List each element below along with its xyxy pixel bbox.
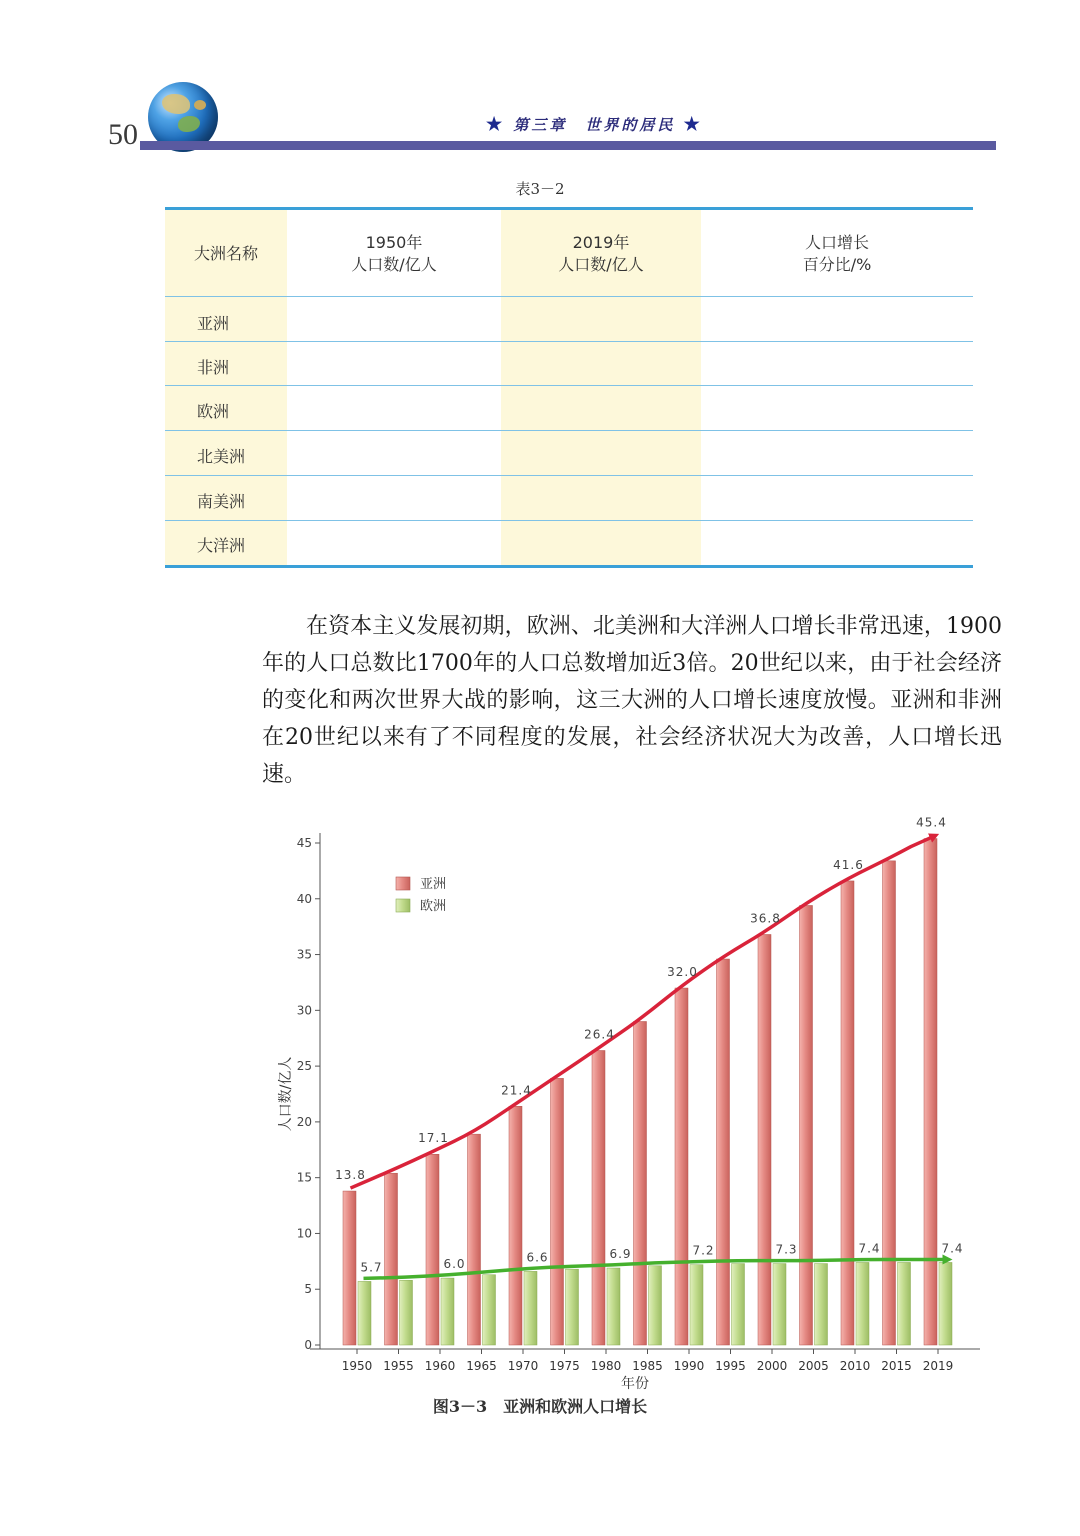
bar-asia (717, 959, 730, 1345)
row-north-america: 北美洲 (197, 447, 246, 466)
bar-asia (343, 1191, 356, 1345)
bar-asia (758, 934, 771, 1345)
table-title: 表3－2 (515, 180, 565, 198)
data-label-europe: 5.7 (360, 1260, 383, 1275)
x-tick-label: 2010 (839, 1359, 871, 1373)
x-tick-label: 2005 (798, 1359, 829, 1373)
bar-asia (675, 988, 688, 1345)
row-divider (165, 475, 973, 476)
chart-bars (343, 839, 952, 1345)
y-tick-label: 45 (296, 836, 312, 850)
population-table (165, 207, 973, 569)
y-tick-label: 25 (296, 1059, 312, 1074)
body-paragraph: 在资本主义发展初期，欧洲、北美洲和大洋洲人口增长非常迅速，1900年的人口总数比1700年的人口总数增加近3倍。20世纪以来，由于社会经济的变化和两次世界大战的影响，这三大洲的人口增长速度放慢。亚洲和非洲在20世纪以来有了不同程度的发展，社会经济状况大为改善，人口增长迅速。 (262, 614, 1002, 787)
figure-caption: 图3－3 亚洲和欧洲人口增长 (432, 1397, 648, 1416)
x-tick-label: 1970 (507, 1359, 539, 1373)
data-label-europe: 7.4 (858, 1241, 881, 1256)
data-label-europe: 6.0 (443, 1257, 466, 1272)
data-label-asia: 21.4 (501, 1083, 532, 1098)
y-tick-label: 10 (296, 1226, 312, 1241)
x-tick-label: 2015 (881, 1359, 912, 1373)
x-tick-label: 1950 (341, 1359, 373, 1373)
population-bar-chart (260, 800, 1000, 1430)
bar-asia (634, 1021, 647, 1345)
bar-asia (385, 1173, 398, 1345)
header-growth: 人口增长 百分比/% (802, 232, 872, 274)
x-tick-label: 1975 (549, 1359, 580, 1373)
bar-europe (898, 1262, 911, 1345)
row-divider (165, 341, 973, 342)
x-axis-label: 年份 (621, 1376, 649, 1392)
bar-europe (773, 1264, 786, 1345)
bar-asia (426, 1154, 439, 1345)
bar-asia (509, 1106, 522, 1345)
data-label-europe: 7.3 (775, 1242, 798, 1257)
chapter-title: 第三章 世界的居民 (513, 116, 676, 134)
header-continent: 大洲名称 (193, 243, 258, 263)
data-label-europe: 7.4 (941, 1241, 964, 1256)
x-tick-label: 1995 (715, 1359, 746, 1373)
row-divider (165, 296, 973, 297)
y-tick-label: 30 (296, 1003, 312, 1018)
header-1950: 1950年 人口数/亿人 (351, 232, 437, 274)
bar-asia (924, 839, 937, 1345)
data-label-asia: 26.4 (584, 1027, 615, 1042)
chart-axes (277, 833, 980, 1392)
data-label-asia: 41.6 (833, 857, 864, 872)
legend-label-europe: 欧洲 (420, 899, 447, 914)
y-tick-label: 20 (296, 1114, 312, 1129)
y-axis-label: 人口数/亿人 (278, 1056, 294, 1132)
x-tick-label: 1965 (466, 1359, 497, 1373)
bar-asia (592, 1050, 605, 1345)
bar-europe (815, 1264, 828, 1345)
y-tick-label: 35 (296, 947, 312, 962)
x-tick-label: 2000 (756, 1359, 788, 1373)
x-tick-label: 1955 (383, 1359, 414, 1373)
y-tick-label: 40 (296, 891, 312, 906)
y-tick-label: 5 (304, 1282, 312, 1297)
row-oceania: 大洋洲 (197, 536, 246, 555)
y-tick-label: 15 (296, 1170, 312, 1185)
bar-europe (358, 1281, 371, 1345)
data-label-asia: 45.4 (916, 815, 947, 830)
bar-europe (732, 1264, 745, 1345)
table-bottom-rule (165, 565, 973, 568)
row-europe: 欧洲 (197, 402, 230, 421)
data-label-asia: 13.8 (335, 1168, 366, 1183)
row-divider (165, 430, 973, 431)
bar-asia (551, 1078, 564, 1345)
data-label-asia: 36.8 (750, 911, 781, 926)
data-label-asia: 17.1 (418, 1131, 449, 1146)
bar-asia (800, 905, 813, 1345)
row-divider (165, 520, 973, 521)
row-africa: 非洲 (197, 358, 230, 377)
x-tick-label: 2019 (922, 1359, 954, 1373)
bar-europe (441, 1278, 454, 1345)
row-south-america: 南美洲 (197, 492, 246, 511)
x-tick-label: 1980 (590, 1359, 622, 1373)
bar-europe (607, 1268, 620, 1345)
page-number: 50 (108, 118, 138, 151)
bar-europe (566, 1269, 579, 1345)
legend-label-asia: 亚洲 (420, 877, 447, 892)
data-label-europe: 6.9 (609, 1247, 632, 1262)
bar-europe (690, 1265, 703, 1345)
star-icon: ★ (486, 114, 506, 135)
header-bar (140, 141, 996, 150)
data-label-europe: 7.2 (692, 1243, 715, 1258)
x-tick-label: 1960 (424, 1359, 456, 1373)
chart-legend (396, 877, 446, 914)
bar-europe (856, 1262, 869, 1345)
row-divider (165, 385, 973, 386)
x-tick-label: 1985 (632, 1359, 663, 1373)
row-asia: 亚洲 (197, 314, 230, 333)
data-label-asia: 32.0 (667, 965, 698, 980)
bar-europe (483, 1275, 496, 1345)
y-tick-label: 0 (304, 1338, 312, 1352)
data-label-europe: 6.6 (526, 1250, 549, 1265)
bar-europe (649, 1266, 662, 1345)
chapter-heading (486, 114, 726, 135)
bar-europe (524, 1271, 537, 1345)
bar-europe (400, 1280, 413, 1345)
bar-europe (939, 1262, 952, 1345)
x-tick-label: 1990 (673, 1359, 705, 1373)
header-2019: 2019年 人口数/亿人 (558, 232, 644, 274)
legend-swatch-asia (396, 877, 410, 890)
star-icon: ★ (683, 114, 703, 135)
legend-swatch-europe (396, 899, 410, 912)
bar-asia (883, 861, 896, 1345)
bar-asia (841, 881, 854, 1345)
bar-asia (468, 1134, 481, 1345)
